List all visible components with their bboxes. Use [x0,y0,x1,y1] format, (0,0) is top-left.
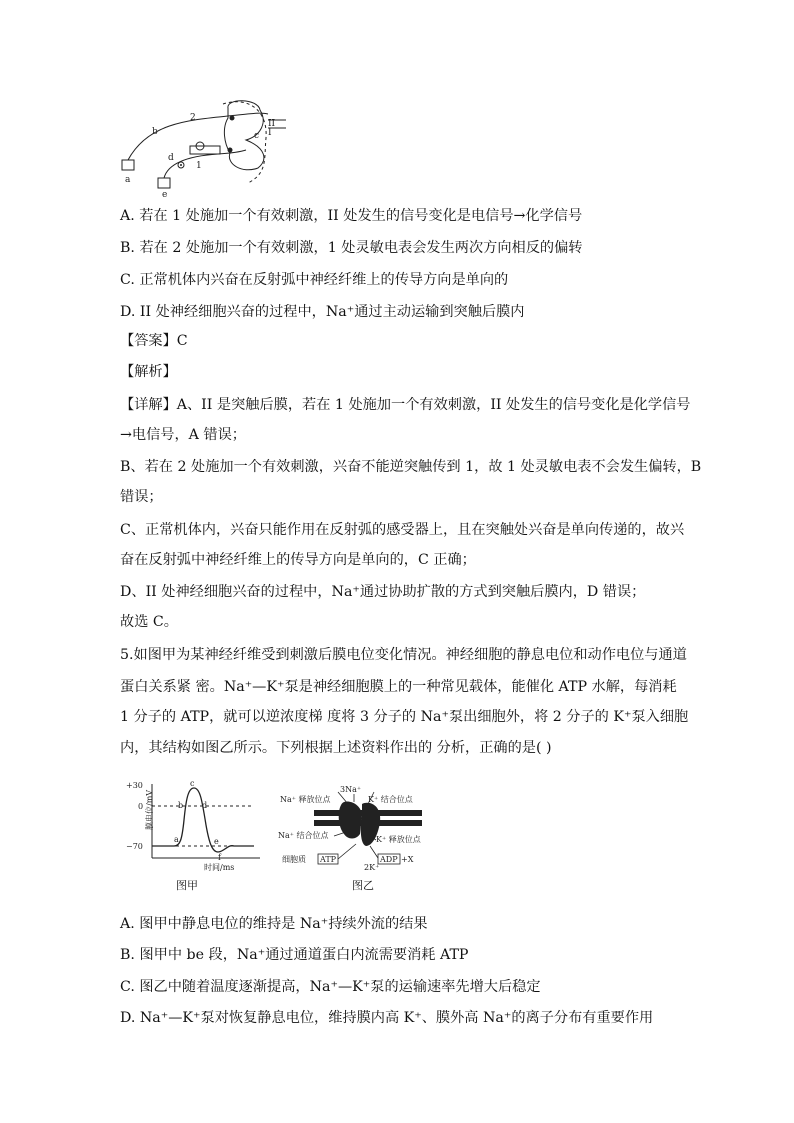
q4-answer: 【答案】C [120,333,188,349]
point-a: a [174,835,179,844]
tick-plus30: +30 [126,781,143,790]
label-adp: ADP [380,855,398,864]
label-2: 2 [190,113,196,123]
q5-option-b: B. 图甲中 be 段，Na⁺通过通道蛋白内流需要消耗 ATP [120,947,469,963]
fig-yi-na-k-pump [278,780,448,872]
reflex-arc-figure [118,98,288,198]
afferent-fiber-b [128,113,268,160]
stimulus-dot [180,164,182,166]
label-na-bind: Na⁺ 结合位点 [278,831,329,840]
label-2k: 2K⁺ [364,863,380,872]
tick-zero: 0 [138,802,144,811]
effector-box-e [158,178,170,188]
label-k-release: K⁺ 释放位点 [376,835,421,844]
label-atp: ATP [320,855,337,864]
y-axis-label: 膜电位/mV [145,789,154,830]
q4-detail-line: 故选 C。 [120,614,178,630]
q4-option-a: A. 若在 1 处施加一个有效刺激，II 处发生的信号变化是电信号→化学信号 [120,208,583,224]
galvanometer-frame [190,146,220,154]
label-roman-ii: II [268,119,276,129]
label-roman-i: I [268,128,272,138]
q5-option-c: C. 图乙中随着温度逐渐提高，Na⁺—K⁺泵的运输速率先增大后稳定 [120,979,541,995]
fig-jia-caption: 图甲 [176,879,198,892]
tick-minus70: −70 [126,842,143,851]
arrow-atp [338,844,356,859]
q5-stem-line: 5.如图甲为某神经纤维受到刺激后膜电位变化情况。神经细胞的静息电位和动作电位与通道 [120,647,687,663]
label-d: d [168,153,174,163]
q4-detail-line: C、正常机体内，兴奋只能作用在反射弧的感受器上，且在突触处兴奋是单向传递的，故兴 [120,522,685,538]
q5-option-a: A. 图甲中静息电位的维持是 Na⁺持续外流的结果 [120,916,428,932]
fig-yi-caption: 图乙 [352,879,374,892]
label-na-release: Na⁺ 释放位点 [280,795,331,804]
potential-curve [152,788,254,852]
point-f: f [218,853,221,862]
label-1: 1 [196,161,202,171]
label-3na: 3Na⁺ [340,785,362,794]
label-cytoplasm: 细胞质 [282,855,306,864]
fig-jia-action-potential [124,780,264,872]
q4-detail-line: 【详解】A、II 是突触后膜，若在 1 处施加一个有效刺激，II 处发生的信号变化是化学信号 [120,397,691,413]
q4-detail-line: →电信号，A 错误； [120,427,246,443]
x-axis-label: 时间/ms [204,863,235,872]
q5-stem-line: 蛋白关系紧 密。Na⁺—K⁺泵是神经细胞膜上的一种常见载体，能催化 ATP 水解，每消耗 [120,679,677,695]
label-e: e [162,190,168,198]
receptor-box-a [122,160,134,170]
q4-option-b: B. 若在 2 处施加一个有效刺激，1 处灵敏电表会发生两次方向相反的偏转 [120,240,583,256]
q4-analysis-heading: 【解析】 [120,364,177,380]
neuron-soma-lower [228,148,233,153]
q5-stem-line: 内，其结构如图乙所示。下列根据上述资料作出的 分析，正确的是( ) [120,740,552,756]
q5-stem-line: 1 分子的 ATP，就可以逆浓度梯 度将 3 分子的 Na⁺泵出细胞外，将 2 分子的 K⁺泵入细胞 [120,709,689,725]
label-k-bind: K⁺ 结合位点 [368,795,413,804]
neuron-soma-upper [230,116,235,121]
arrow-adp [370,846,378,858]
q4-detail-line: 奋在反射弧中神经纤维上的传导方向是单向的，C 正确； [120,552,476,568]
q4-detail-line: 错误； [120,489,163,505]
label-b: b [152,127,158,137]
label-plus-x: +X [401,855,414,864]
q5-option-d: D. Na⁺—K⁺泵对恢复静息电位，维持膜内高 K⁺、膜外高 Na⁺的离子分布有重要作用 [120,1010,654,1026]
label-a: a [125,175,131,185]
point-b: b [178,801,184,810]
label-c: c [254,131,260,141]
q4-option-c: C. 正常机体内兴奋在反射弧中神经纤维上的传导方向是单向的 [120,272,509,288]
q4-detail-line: D、II 处神经细胞兴奋的过程中，Na⁺通过协助扩散的方式到突触后膜内，D 错误； [120,584,646,600]
q4-detail-line: B、若在 2 处施加一个有效刺激，兴奋不能逆突触传到 1，故 1 处灵敏电表不会发生偏转，B [120,459,702,475]
point-c: c [190,780,195,788]
point-e: e [214,837,219,846]
q4-option-d: D. II 处神经细胞兴奋的过程中，Na⁺通过主动运输到突触后膜内 [120,304,525,320]
point-d: d [202,801,208,810]
